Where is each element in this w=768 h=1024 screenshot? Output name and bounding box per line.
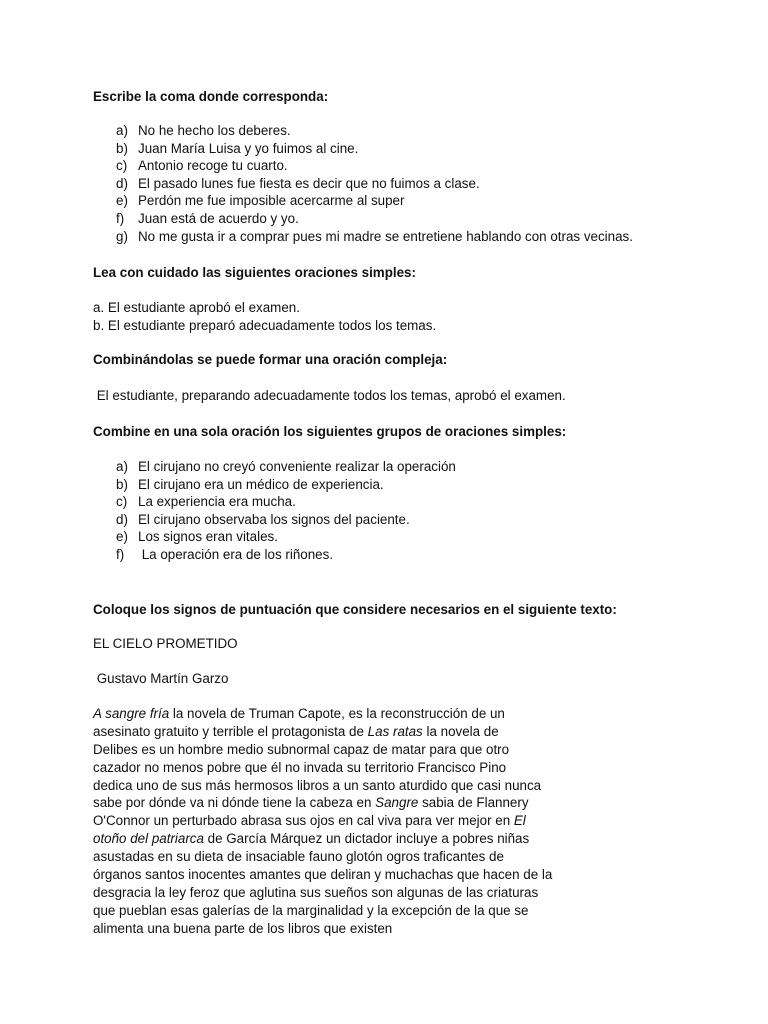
italic-title-text: El: [513, 813, 526, 829]
passage-title: EL CIELO PROMETIDO: [93, 636, 238, 651]
sentence-line: a. El estudiante aprobó el examen.: [93, 300, 300, 315]
list-marker: c): [116, 158, 128, 174]
passage-run: asustadas en su dieta de insaciable fauno glotón ogros traficantes de: [93, 849, 504, 865]
list-item-text: Perdón me fue imposible acercarme al super: [138, 193, 405, 209]
passage-run: órganos santos inocentes amantes que deliran y muchachas que hacen de la: [93, 867, 553, 883]
passage-run: cazador no menos pobre que él no invada su territorio Francisco Pino: [93, 759, 507, 775]
passage-run: la novela de: [422, 723, 499, 739]
passage-run: asesinato gratuito y terrible el protagonista de: [93, 723, 368, 739]
passage-run: Delibes es un hombre medio subnormal capaz de matar para que otro: [93, 741, 510, 757]
list-item-text: Juan María Luisa y yo fuimos al cine.: [138, 140, 359, 156]
list-marker: a): [116, 459, 128, 474]
list-item-text: El cirujano no creyó conveniente realizar la operación: [138, 459, 456, 474]
passage-run: que pueblan esas galerías de la marginalidad y la excepción de la que se: [93, 902, 529, 918]
passage-line: [93, 759, 593, 777]
passage-run: O'Connor un perturbado abrasa sus ojos en cal viva para ver mejor en: [93, 813, 514, 829]
list-marker: e): [116, 529, 128, 545]
passage-run: la novela de Truman Capote, es la reconstrucción de un: [169, 706, 505, 721]
list-marker: a): [116, 123, 128, 138]
list-item-text: El cirujano observaba los signos del paciente.: [138, 511, 410, 527]
passage-run: dedica uno de sus más hermosos libros a un santo aturdido que casi nunca: [93, 777, 542, 793]
passage-author: Gustavo Martín Garzo: [93, 671, 229, 686]
passage-run: de García Márquez un dictador incluye a pobres niñas: [203, 831, 530, 847]
list-marker: f): [116, 546, 125, 562]
list-item-text: La experiencia era mucha.: [138, 494, 296, 510]
section5-heading: Coloque los signos de puntuación que considere necesarios en el siguiente texto:: [93, 602, 617, 617]
section1-heading: Escribe la coma donde corresponda:: [93, 89, 329, 104]
passage-line: [93, 920, 593, 938]
list-item-text: Antonio recoge tu cuarto.: [138, 158, 288, 174]
passage-line: [93, 902, 593, 920]
list-item-text: La operación era de los riñones.: [138, 546, 334, 562]
list-marker: b): [116, 476, 128, 492]
passage-text: [93, 705, 593, 938]
list-item-text: Los signos eran vitales.: [138, 529, 278, 545]
list-marker: g): [116, 228, 128, 244]
italic-title-text: Las ratas: [367, 723, 423, 739]
italic-title-text: otoño del patriarca: [93, 831, 204, 847]
list-item-text: El cirujano era un médico de experiencia.: [138, 476, 384, 492]
italic-title-text: A sangre fría: [93, 706, 170, 721]
passage-line: [93, 884, 593, 902]
passage-line: [93, 848, 593, 866]
passage-line: [93, 741, 593, 759]
section3-heading: Combinándolas se puede formar una oración compleja:: [93, 352, 448, 367]
section4-heading: Combine en una sola oración los siguientes grupos de oraciones simples:: [93, 424, 567, 439]
passage-run: sabia de Flannery: [418, 795, 529, 811]
passage-run: alimenta una buena parte de los libros que existen: [93, 920, 393, 936]
list-marker: e): [116, 193, 128, 209]
list-marker: d): [116, 175, 128, 191]
passage-line: [93, 723, 593, 741]
list-marker: d): [116, 511, 128, 527]
list-marker: f): [116, 210, 125, 226]
passage-line: [93, 705, 593, 723]
list-item-text: No me gusta ir a comprar pues mi madre se entretiene hablando con otras vecinas.: [138, 228, 633, 244]
sentence-line: b. El estudiante preparó adecuadamente todos los temas.: [93, 317, 437, 333]
passage-line: [93, 866, 593, 884]
passage-line: [93, 830, 593, 848]
passage-line: [93, 794, 593, 812]
list-item-text: No he hecho los deberes.: [138, 123, 291, 138]
simple-sentences: [93, 299, 436, 334]
passage-run: desgracia la ley feroz que aglutina sus sueños son algunas de las criaturas: [93, 884, 539, 900]
list-marker: b): [116, 140, 128, 156]
passage-line: [93, 812, 593, 830]
passage-line: [93, 777, 593, 795]
list-item-text: Juan está de acuerdo y yo.: [138, 210, 299, 226]
complex-sentence-example: El estudiante, preparando adecuadamente todos los temas, aprobó el examen.: [93, 388, 566, 403]
italic-title-text: Sangre: [375, 795, 419, 811]
section2-heading: Lea con cuidado las siguientes oraciones simples:: [93, 265, 416, 280]
list-marker: c): [116, 494, 128, 510]
passage-run: sabe por dónde va ni dónde tiene la cabeza en: [93, 795, 376, 811]
list-item-text: El pasado lunes fue fiesta es decir que no fuimos a clase.: [138, 175, 480, 191]
